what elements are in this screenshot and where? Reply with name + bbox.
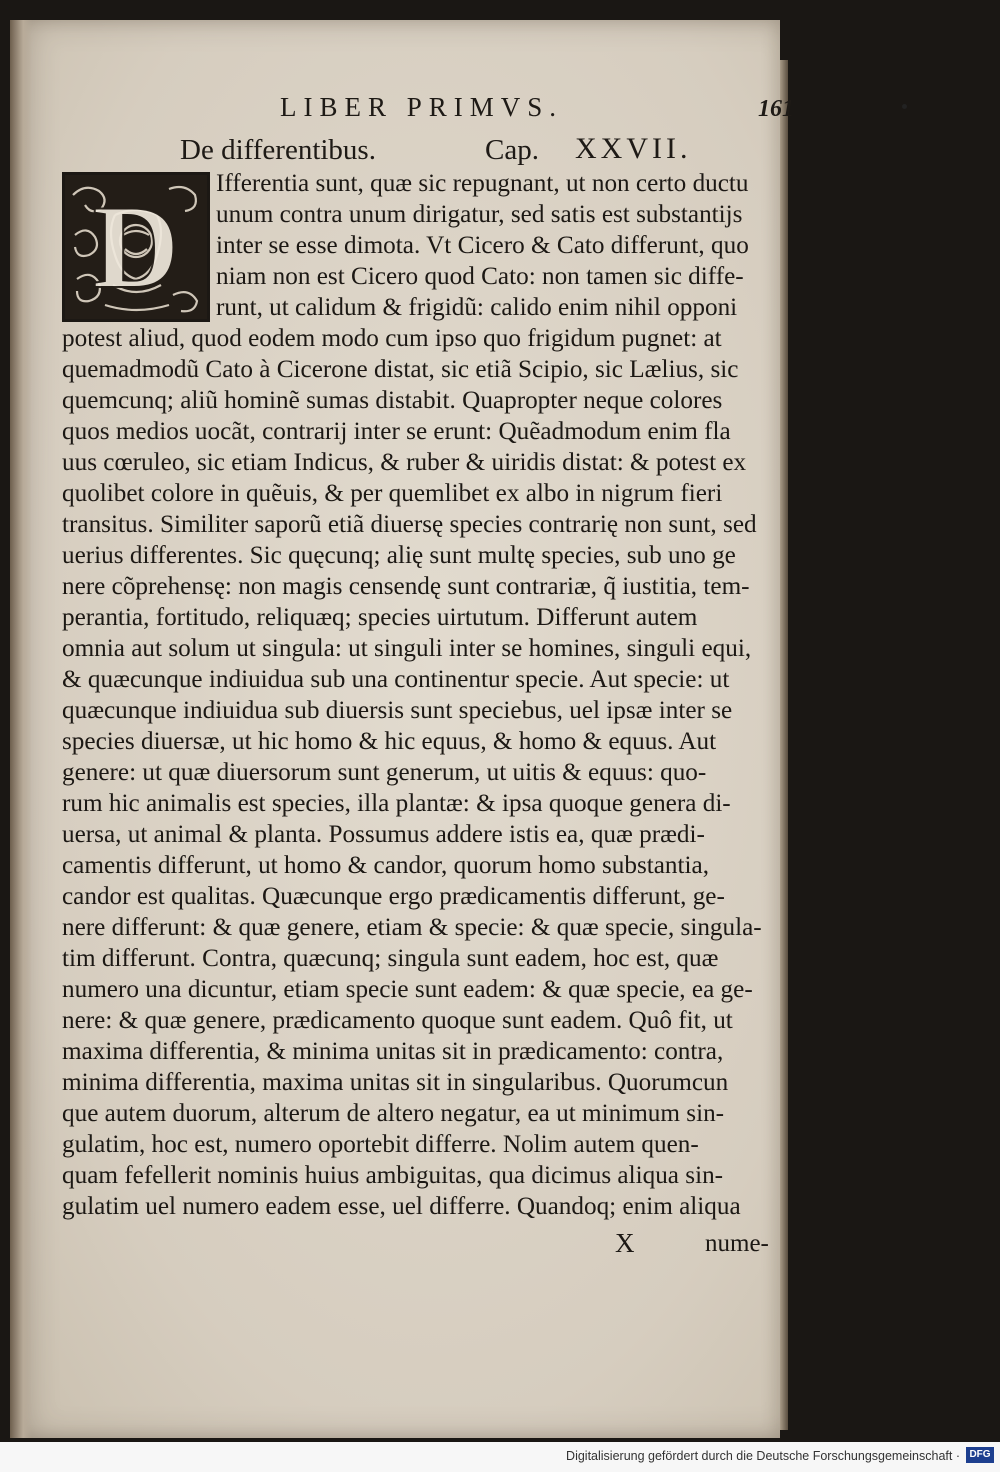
text-line: quam fefellerit nominis huius ambiguitas, qua dicimus aliqua sin- [62, 1162, 724, 1189]
text-line: que autem duorum, alterum de altero negatur, ea ut minimum sin- [62, 1100, 725, 1127]
text-line: species diuersæ, ut hic homo & hic equus, & homo & equus. Aut [62, 728, 717, 755]
text-line: tim differunt. Contra, quæcunq; singula sunt eadem, hoc est, quæ [62, 945, 719, 972]
text-line: camentis differunt, ut homo & candor, quorum homo substantia, [62, 852, 709, 879]
text-line: inter se esse dimota. Vt Cicero & Cato differunt, quo [216, 232, 749, 259]
text-line: rum hic animalis est species, illa plantæ: & ipsa quoque genera di- [62, 790, 731, 817]
text-line: nere cõprehensę: non magis censendę sunt contrariæ, q̃ iustitia, tem- [62, 573, 750, 600]
text-line: & quæcunque indiuidua sub una continentur specie. Aut specie: ut [62, 666, 730, 693]
text-line: uerius differentes. Sic quęcunq; alię sunt multę species, sub uno ge [62, 542, 736, 569]
funding-note: Digitalisierung gefördert durch die Deutsche Forschungsgemeinschaft · [566, 1449, 960, 1463]
text-line: Ifferentia sunt, quæ sic repugnant, ut non certo ductu [216, 170, 749, 197]
page-gutter [10, 20, 32, 1438]
text-line: uersa, ut animal & planta. Possumus addere istis ea, quæ prædi- [62, 821, 705, 848]
chapter-heading [180, 134, 700, 170]
initial-letter: D [92, 180, 180, 313]
body-text [62, 168, 792, 1222]
margin-dot [902, 104, 907, 109]
text-line: runt, ut calidum & frigidũ: calido enim nihil opponi [216, 294, 738, 321]
chapter-cap-label: Cap. [485, 134, 539, 166]
dfg-logo: DFG [966, 1447, 994, 1463]
text-line: transitus. Similiter saporũ etiã diuersę species contrarię non sunt, sed [62, 511, 757, 538]
text-line: nere differunt: & quæ genere, etiam & specie: & quæ specie, singula- [62, 914, 762, 941]
text-line: quolibet colore in quẽuis, & per quemlibet ex albo in nigrum fieri [62, 480, 723, 507]
catchword: nume- [705, 1230, 769, 1257]
text-line: minima differentia, maxima unitas sit in singularibus. Quorumcun [62, 1069, 729, 1096]
text-line: uus cœruleo, sic etiam Indicus, & ruber & uiridis distat: & potest ex [62, 449, 747, 476]
text-line: omnia aut solum ut singula: ut singuli inter se homines, singuli equi, [62, 635, 752, 662]
text-line: potest aliud, quod eodem modo cum ipso quo frigidum pugnet: at [62, 325, 722, 352]
running-head: LIBER PRIMVS. [280, 92, 564, 122]
text-line: gulatim uel numero eadem esse, uel differre. Quandoq; enim aliqua [62, 1193, 741, 1220]
chapter-title: De differentibus. [180, 134, 376, 166]
footer-bar [0, 1442, 1000, 1472]
text-line: genere: ut quæ diuersorum sunt generum, ut uitis & equus: quo- [62, 759, 707, 786]
text-line: maxima differentia, & minima unitas sit in prædicamento: contra, [62, 1038, 724, 1065]
text-line: quos medios uocãt, contrarij inter se erunt: Quẽadmodum enim fla [62, 418, 731, 445]
text-line: quemadmodũ Cato à Cicerone distat, sic etiã Scipio, sic Lælius, sic [62, 356, 739, 383]
folio-number: 161 [758, 96, 794, 122]
text-line: numero una dicuntur, etiam specie sunt eadem: & quæ specie, ea ge- [62, 976, 753, 1003]
signature-mark: X [615, 1228, 635, 1258]
text-line: niam non est Cicero quod Cato: non tamen sic diffe- [216, 263, 744, 290]
text-line: candor est qualitas. Quæcunque ergo prædicamentis differunt, ge- [62, 883, 725, 910]
chapter-number: XXVII. [575, 132, 692, 165]
text-line: unum contra unum dirigatur, sed satis est substantijs [216, 201, 743, 228]
text-line: nere: & quæ genere, prædicamento quoque sunt eadem. Quô fit, ut [62, 1007, 733, 1034]
text-line: perantia, fortitudo, reliquæq; species uirtutum. Differunt autem [62, 604, 698, 631]
text-line: gulatim, hoc est, numero oportebit differre. Nolim autem quen- [62, 1131, 699, 1158]
text-line: quemcunq; aliũ hominẽ sumas distabit. Quapropter neque colores [62, 387, 723, 414]
text-line: quæcunque indiuidua sub diuersis sunt speciebus, uel ipsæ inter se [62, 697, 733, 724]
